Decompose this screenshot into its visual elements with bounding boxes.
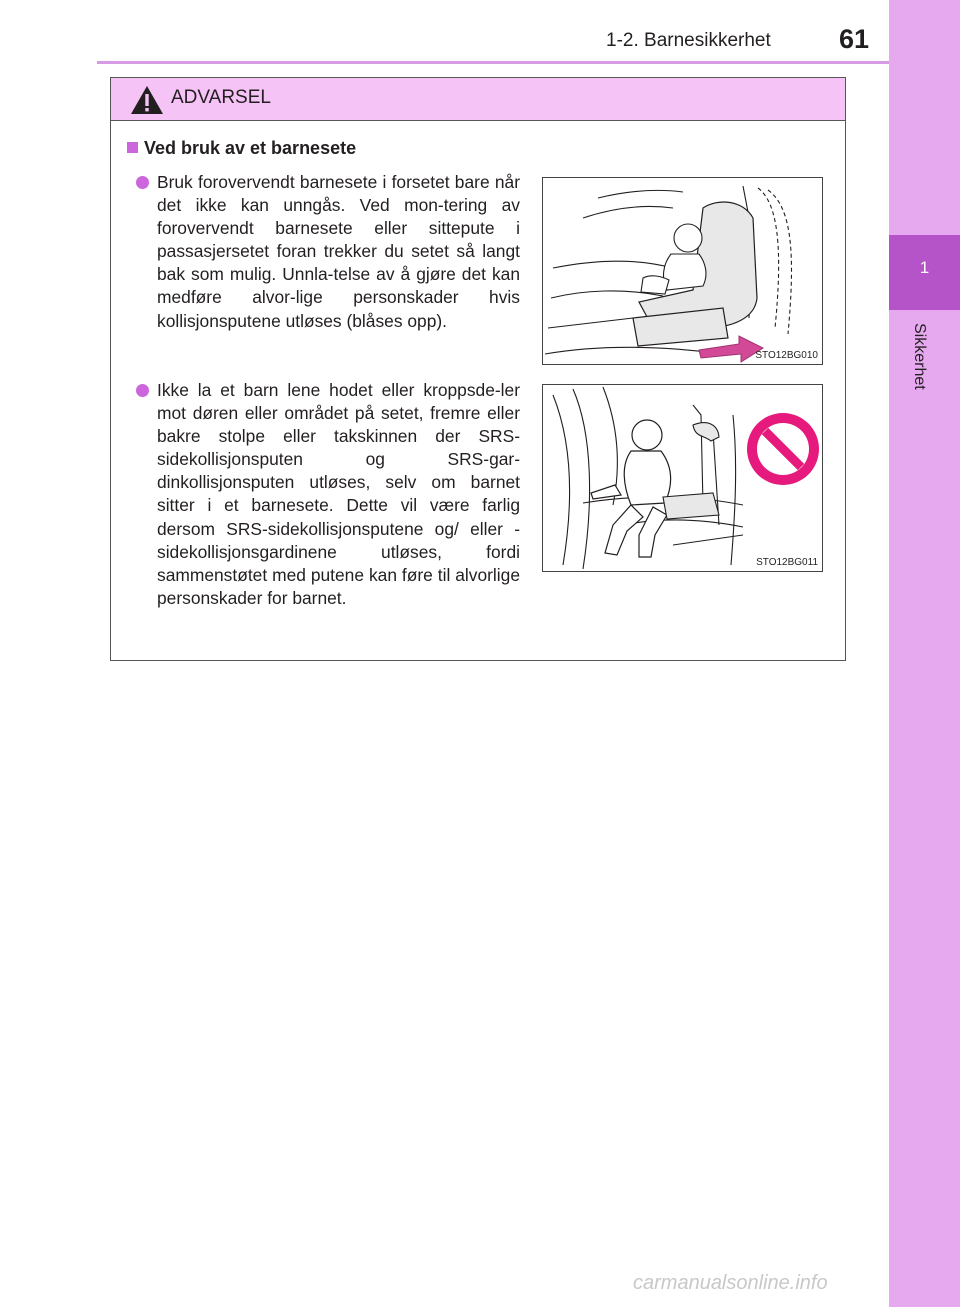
figure-code: STO12BG011	[756, 557, 818, 568]
warning-triangle-icon	[130, 85, 164, 115]
figure-illustration	[543, 178, 823, 365]
warning-item-2: Ikke la et barn lene hodet eller kroppsde-ler mot døren eller området på setet, fremre eller bakre stolpe eller takskinnen der SRS-sidekollisjonsputen og SRS-gar-dinkollisjonsputen utløses, selv om barnet sitter i et barnesete. Dette vil være farlig dersom SRS-sidekollisjonsputene og/ eller -sidekollisjonsgardinene utløses, fordi sammenstøtet med putene kan føre til alvorlige personskader for barnet.	[157, 380, 520, 608]
watermark-text[interactable]: carmanualsonline.info	[633, 1272, 828, 1294]
figure-child-leaning-on-door	[542, 384, 823, 572]
figure-forward-facing-seat	[542, 177, 823, 365]
header-rule	[97, 61, 889, 64]
section-header: 1-2. Barnesikkerhet	[606, 30, 771, 51]
warning-item-1: Bruk forovervendt barnesete i forsetet bare når det ikke kan unngås. Ved mon-tering av forovervendt barnesete eller sittepute i passasjersetet foran trekker du setet så langt bak som mulig. Unnla-telse av å gjøre det kan medføre alvor-lige personskader hvis kollisjonsputene utløses (blåses opp).	[157, 172, 520, 331]
section-marker-icon	[127, 142, 138, 153]
warning-box	[110, 77, 846, 661]
chapter-title: Sikkerhet	[911, 323, 928, 390]
chapter-number: 1	[919, 258, 930, 277]
bullet-icon	[136, 384, 149, 397]
section-title: Ved bruk av et barnesete	[144, 138, 357, 158]
chapter-side-tab	[889, 0, 960, 1307]
page-number: 61	[839, 24, 870, 54]
figure-illustration	[543, 385, 823, 572]
figure-code: STO12BG010	[755, 350, 818, 361]
warning-title: ADVARSEL	[171, 87, 271, 108]
warning-header	[111, 78, 845, 121]
bullet-icon	[136, 176, 149, 189]
